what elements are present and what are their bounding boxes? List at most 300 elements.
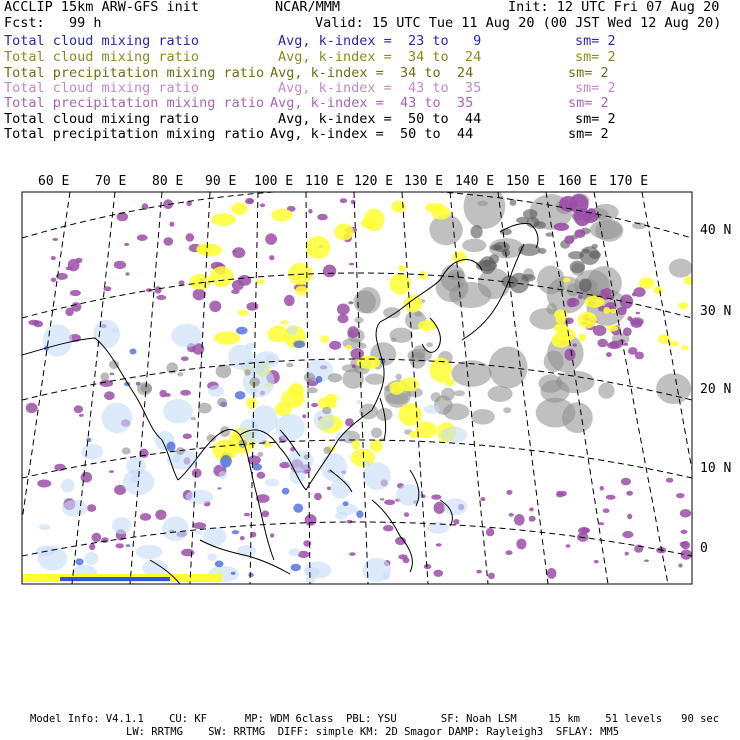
field-blob (112, 328, 118, 334)
field-blob (505, 550, 512, 555)
field-blob (186, 490, 214, 505)
field-blob (76, 558, 84, 565)
forecast-hour: Fcst: 99 h (4, 15, 102, 31)
field-blob (441, 264, 466, 291)
field-blob (494, 242, 510, 252)
field-blob (434, 570, 444, 577)
field-blob (262, 511, 270, 518)
field-blob (636, 312, 640, 314)
field-blob (238, 310, 249, 316)
field-blob (538, 248, 546, 254)
field-blob (398, 265, 406, 271)
field-blob (178, 280, 184, 285)
field-name: Total cloud mixing ratio (4, 33, 200, 49)
field-blob (291, 564, 301, 571)
field-smoothing: sm= 2 (568, 65, 609, 81)
field-blob (443, 403, 469, 420)
field-blob (680, 542, 688, 548)
field-name: Total precipitation mixing ratio (4, 95, 265, 111)
field-blob (216, 364, 232, 378)
field-blob (126, 272, 130, 276)
field-blob (434, 502, 445, 514)
field-blob (436, 543, 442, 546)
field-blob (265, 479, 280, 487)
field-blob (192, 468, 202, 477)
field-blob (54, 464, 65, 471)
field-blob (352, 440, 361, 449)
field-blob (155, 286, 162, 293)
field-blob (288, 383, 304, 398)
lon-label: 130 E (404, 174, 444, 189)
field-blob (210, 266, 233, 287)
field-blob (383, 525, 394, 531)
field-band (60, 577, 170, 581)
field-name: Total cloud mixing ratio (4, 111, 200, 127)
field-blob (679, 564, 683, 568)
field-blob (92, 533, 102, 542)
field-range: Avg, k-index = 34 to 24 (278, 49, 482, 65)
field-blob (314, 493, 322, 501)
field-blob (658, 334, 671, 344)
field-blob (293, 504, 303, 513)
field-blob (74, 405, 83, 413)
field-blob (567, 298, 580, 307)
field-blob (293, 341, 305, 349)
field-blob (171, 324, 202, 348)
field-name: Total cloud mixing ratio (4, 49, 200, 65)
field-blob (156, 295, 166, 300)
field-blob (112, 517, 131, 534)
field-blob (163, 237, 173, 246)
field-smoothing: sm= 2 (575, 111, 616, 127)
model-info-line1: Model Info: V4.1.1 CU: KF MP: WDM 6class PBL: YSU SF: Noah LSM 15 km 51 levels 90 sec (30, 713, 720, 725)
lon-label: 150 E (506, 174, 546, 189)
field-blob (244, 513, 250, 517)
field-blob (598, 522, 604, 525)
field-blob (265, 233, 277, 244)
field-blob (566, 544, 571, 547)
field-blob (546, 232, 554, 236)
field-blob (166, 442, 175, 452)
field-blob (287, 325, 298, 335)
field-blob (356, 510, 363, 518)
field-blob (570, 261, 585, 274)
field-blob (547, 568, 557, 579)
field-blob (364, 209, 385, 232)
field-blob (137, 234, 148, 241)
field-blob (600, 486, 604, 491)
field-blob (219, 471, 228, 479)
field-blob (621, 478, 631, 486)
lat-label: 0 (700, 541, 708, 556)
model-info-line2: LW: RRTMG SW: RRTMG DIFF: simple KM: 2D Smagor DAMP: Rayleigh3 SFLAY: MM5 (126, 726, 620, 738)
lon-label: 60 E (38, 174, 70, 189)
field-blob (39, 524, 50, 530)
field-blob (289, 548, 301, 556)
field-blob (574, 229, 585, 238)
field-blob (104, 391, 115, 400)
field-blob (568, 251, 584, 259)
field-blob (409, 431, 418, 438)
field-blob (217, 487, 221, 489)
field-blob (275, 414, 304, 441)
field-blob (181, 549, 194, 557)
field-blob (306, 576, 316, 584)
field-blob (348, 301, 353, 304)
field-blob (162, 517, 189, 542)
field-blob (308, 209, 312, 214)
field-blob (585, 296, 605, 308)
field-range: Avg, k-index = 50 to 44 (278, 111, 482, 127)
field-blob (238, 275, 252, 286)
field-blob (284, 295, 295, 306)
field-blob (93, 320, 120, 349)
field-blob (384, 500, 395, 506)
field-blob (529, 507, 534, 511)
field-blob (431, 392, 441, 402)
field-smoothing: sm= 2 (568, 126, 609, 142)
field-blob (631, 319, 643, 328)
field-blob (109, 470, 114, 473)
field-blob (68, 259, 80, 272)
lon-label: 170 E (609, 174, 649, 189)
field-blob (26, 403, 38, 413)
field-blob (180, 390, 191, 396)
field-blob (606, 495, 616, 500)
field-blob (404, 295, 423, 313)
field-blob (302, 414, 306, 418)
field-blob (193, 289, 206, 301)
field-blob (644, 560, 649, 562)
field-blob (70, 290, 81, 296)
field-smoothing: sm= 2 (568, 95, 609, 111)
lat-label: 10 N (700, 461, 732, 476)
field-blob (578, 295, 583, 299)
field-blob (211, 213, 235, 226)
field-blob (440, 426, 467, 443)
field-blob (215, 561, 224, 568)
field-blob (479, 256, 496, 274)
field-blob (61, 479, 74, 493)
field-smoothing: sm= 2 (575, 33, 616, 49)
field-blob (681, 530, 688, 534)
lon-label: 160 E (558, 174, 598, 189)
field-blob (217, 398, 227, 407)
field-blob (606, 352, 612, 357)
init-time: Init: 12 UTC Fri 07 Aug 20 (508, 0, 720, 15)
field-blob (79, 414, 84, 417)
field-blob (51, 278, 57, 282)
field-blob (306, 236, 331, 259)
field-blob (399, 403, 423, 426)
field-blob (85, 552, 99, 566)
field-blob (554, 323, 568, 332)
field-blob (334, 224, 353, 241)
field-blob (330, 479, 350, 499)
field-blob (452, 252, 467, 263)
field-blob (265, 355, 276, 365)
field-blob (140, 513, 151, 521)
field-blob (678, 302, 688, 309)
field-blob (81, 444, 103, 460)
field-blob (191, 417, 196, 421)
field-blob (424, 405, 440, 414)
field-blob (626, 491, 633, 496)
field-blob (564, 235, 574, 244)
field-blob (245, 198, 254, 204)
field-blob (323, 265, 336, 278)
field-blob (454, 390, 465, 396)
field-blob (337, 304, 350, 316)
field-blob (603, 508, 610, 513)
field-blob (237, 545, 256, 557)
field-blob (136, 545, 163, 559)
field-blob (370, 440, 383, 452)
field-blob (443, 498, 467, 515)
field-blob (311, 403, 318, 407)
field-blob (246, 398, 257, 410)
field-blob (208, 385, 224, 397)
field-blob (523, 209, 538, 219)
field-blob (34, 320, 39, 324)
field-blob (228, 345, 253, 370)
field-range: Avg, k-index = 50 to 44 (270, 126, 474, 142)
field-blob (607, 342, 619, 349)
field-blob (404, 512, 409, 517)
field-blob (232, 247, 245, 258)
field-blob (280, 320, 289, 324)
field-blob (81, 472, 93, 483)
center-label: NCAR/MMM (275, 0, 341, 15)
field-blob (196, 244, 213, 255)
field-blob (214, 332, 241, 345)
field-blob (322, 407, 331, 414)
field-blob (589, 251, 601, 259)
field-blob (598, 383, 614, 399)
field-blob (676, 493, 685, 498)
field-smoothing: sm= 2 (575, 49, 616, 65)
field-blob (260, 204, 265, 208)
field-blob (163, 399, 193, 423)
field-blob (363, 462, 391, 490)
field-blob (419, 271, 427, 280)
field-blob (426, 342, 433, 347)
field-blob (89, 544, 95, 551)
field-blob (252, 464, 262, 471)
field-blob (503, 407, 511, 413)
field-blob (231, 572, 236, 575)
field-blob (625, 552, 629, 556)
field-blob (529, 516, 536, 522)
field-blob (488, 573, 495, 579)
field-blob (258, 452, 264, 457)
field-blob (155, 510, 166, 520)
field-blob (563, 278, 571, 283)
field-blob (464, 184, 506, 229)
field-blob (169, 222, 174, 227)
field-blob (597, 339, 608, 348)
field-blob (317, 214, 328, 221)
field-blob (562, 402, 593, 433)
field-blob (681, 345, 689, 350)
field-blob (232, 530, 240, 534)
field-blob (195, 530, 203, 535)
lon-label: 80 E (152, 174, 184, 189)
field-blob (198, 403, 212, 414)
field-blob (183, 433, 192, 439)
field-blob (477, 201, 488, 207)
field-blob (52, 238, 58, 241)
field-blob (71, 302, 81, 312)
field-blob (256, 280, 265, 285)
field-smoothing: sm= 2 (575, 80, 616, 96)
field-blob (267, 326, 289, 342)
field-blob (126, 544, 131, 547)
field-blob (632, 222, 646, 229)
field-blob (431, 494, 441, 499)
field-blob (489, 347, 528, 389)
field-blob (87, 504, 96, 512)
field-blob (380, 498, 384, 500)
field-blob (471, 225, 483, 238)
field-blob (627, 316, 632, 321)
field-blob (235, 391, 246, 399)
field-blob (506, 490, 512, 495)
field-blob (639, 277, 655, 289)
field-range: Avg, k-index = 43 to 35 (278, 80, 482, 96)
field-blob (431, 206, 451, 219)
field-blob (62, 500, 88, 517)
field-blob (486, 528, 494, 536)
field-blob (349, 263, 354, 266)
field-blob (581, 527, 590, 533)
field-blob (564, 349, 575, 361)
field-blob (343, 501, 349, 506)
field-blob (593, 325, 607, 336)
field-blob (399, 378, 420, 391)
field-blob (251, 388, 258, 392)
field-blob (186, 233, 195, 241)
field-blob (286, 363, 293, 368)
field-blob (245, 432, 268, 444)
field-blob (534, 221, 546, 229)
field-blob (632, 292, 636, 296)
field-blob (176, 447, 185, 455)
field-blob (398, 554, 407, 559)
field-blob (305, 514, 317, 526)
field-blob (282, 488, 290, 495)
field-blob (209, 301, 221, 312)
field-blob (573, 343, 577, 346)
lon-label: 100 E (254, 174, 294, 189)
field-blob (338, 314, 349, 323)
lon-label: 140 E (455, 174, 495, 189)
field-blob (594, 560, 599, 563)
field-blob (246, 302, 258, 310)
field-blob (354, 290, 376, 313)
field-blob (396, 374, 402, 380)
field-blob (51, 256, 56, 260)
lon-label: 90 E (205, 174, 237, 189)
field-blob (181, 356, 189, 361)
field-blob (624, 343, 628, 346)
field-blob (130, 349, 137, 355)
field-blob (114, 261, 126, 269)
field-blob (159, 390, 167, 398)
field-name: Total precipitation mixing ratio (4, 126, 265, 142)
field-blob (441, 388, 455, 401)
field-blob (100, 372, 109, 381)
field-blob (522, 274, 536, 282)
field-blob (232, 250, 236, 253)
field-range: Avg, k-index = 23 to 9 (278, 33, 482, 49)
field-blob (240, 536, 245, 540)
field-blob (365, 374, 384, 385)
field-blob (453, 519, 459, 525)
field-blob (509, 513, 514, 517)
field-blob (304, 562, 331, 579)
field-blob (603, 307, 610, 314)
field-blob (362, 558, 391, 582)
lon-label: 110 E (305, 174, 345, 189)
field-blob (288, 450, 314, 471)
field-blob (269, 255, 274, 260)
lat-label: 20 N (700, 382, 732, 397)
field-blob (383, 307, 400, 318)
field-blob (86, 438, 91, 442)
field-blob (623, 327, 632, 336)
field-blob (346, 345, 352, 350)
field-blob (681, 549, 692, 559)
lon-label: 70 E (95, 174, 127, 189)
field-blob (316, 376, 323, 383)
field-blob (656, 373, 691, 404)
field-blob (579, 278, 592, 292)
field-blob (189, 274, 211, 290)
field-blob (304, 373, 315, 383)
field-blob (271, 209, 292, 222)
field-blob (391, 337, 397, 342)
field-blob (680, 509, 691, 517)
field-blob (348, 326, 359, 338)
model-title: ACCLIP 15km ARW-GFS init (4, 0, 200, 15)
field-range: Avg, k-index = 43 to 35 (270, 95, 474, 111)
field-blob (328, 373, 342, 382)
field-range: Avg, k-index = 34 to 24 (270, 65, 474, 81)
field-blob (325, 394, 337, 403)
field-blob (349, 552, 356, 556)
field-blob (193, 522, 207, 529)
field-blob (622, 531, 633, 538)
field-blob (122, 447, 131, 454)
field-blob (516, 539, 526, 550)
map-field-layer (22, 184, 693, 584)
field-blob (244, 369, 250, 376)
valid-time: Valid: 15 UTC Tue 11 Aug 20 (00 JST Wed 12 Aug 20) (315, 15, 722, 31)
field-blob (257, 472, 266, 479)
field-blob (476, 570, 482, 574)
field-blob (36, 546, 55, 556)
field-blob (606, 325, 618, 331)
field-blob (653, 286, 662, 294)
field-name: Total precipitation mixing ratio (4, 65, 265, 81)
field-blob (295, 286, 308, 296)
field-blob (371, 428, 382, 439)
field-blob (320, 335, 329, 343)
lon-labels (38, 174, 648, 189)
field-blob (177, 372, 183, 376)
field-blob (391, 201, 406, 213)
